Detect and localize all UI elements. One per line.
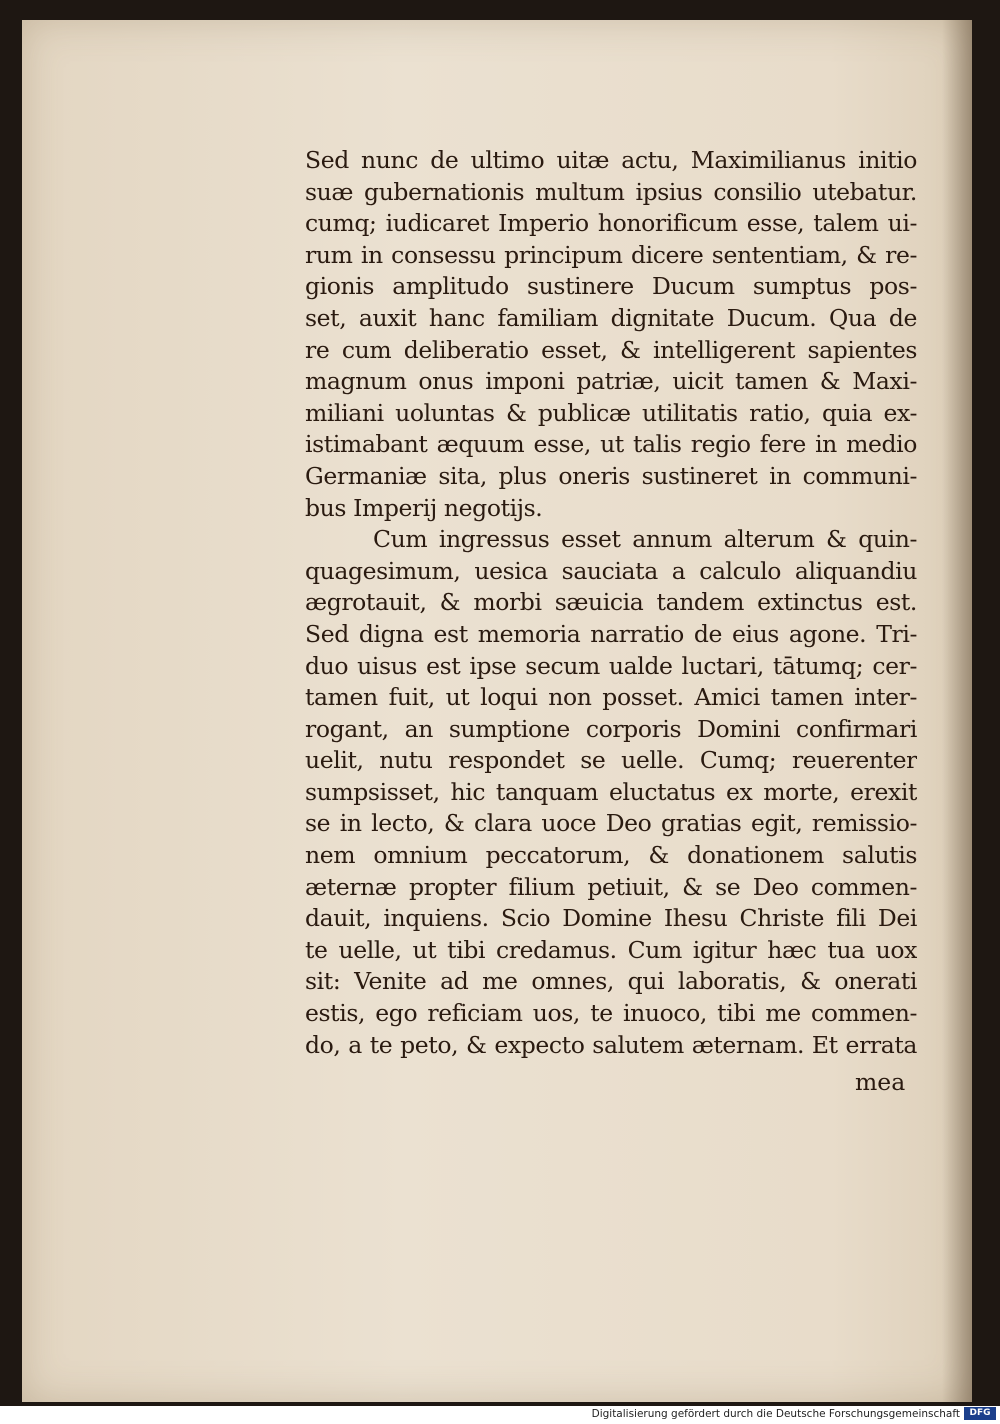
text-line: set, auxit hanc familiam dignitate Ducum. Qua de (305, 303, 917, 332)
text-line: Sed digna est memoria narratio de eius agone. Tri- (305, 619, 917, 648)
text-line: uelit, nutu respondet se uelle. Cumq; reuerenter (305, 746, 917, 775)
text-line: suæ gubernationis multum ipsius consilio utebatur. (305, 177, 917, 206)
text-line: rum in consessu principum dicere sententiam, & re- (305, 240, 917, 269)
text-line: se in lecto, & clara uoce Deo gratias egit, remissio- (305, 809, 917, 838)
text-line: Sed nunc de ultimo uitæ actu, Maximilianus initio (305, 146, 917, 174)
text-line: gionis amplitudo sustinere Ducum sumptus pos- (305, 272, 917, 301)
text-line: sumpsisset, hic tanquam eluctatus ex morte, erexit (305, 777, 917, 806)
page-gutter-shadow (942, 20, 972, 1402)
text-line: nem omnium peccatorum, & donationem salutis (305, 841, 917, 870)
text-line: cumq; iudicaret Imperio honorificum esse, talem ui- (305, 209, 917, 238)
text-line: sit: Venite ad me omnes, qui laboratis, & onerati (305, 967, 917, 996)
text-line: do, a te peto, & expecto salutem æternam. Et errata (305, 1030, 917, 1059)
text-line: quagesimum, uesica sauciata a calculo aliquandiu (305, 556, 917, 585)
text-line: rogant, an sumptione corporis Domini confirmari (305, 714, 917, 743)
body-text (305, 145, 917, 1061)
text-line: istimabant æquum esse, ut talis regio fere in medio (305, 430, 917, 459)
text-line: duo uisus est ipse secum ualde luctari, tātumq; cer- (305, 651, 917, 680)
catchword: mea (855, 1068, 906, 1096)
dfg-logo: DFG (964, 1407, 996, 1420)
text-line: bus Imperij negotijs. (305, 493, 543, 522)
text-line: tamen fuit, ut loqui non posset. Amici tamen inter- (305, 683, 917, 712)
text-line: ægrotauit, & morbi sæuicia tandem extinctus est. (305, 588, 917, 617)
text-line-paragraph-start: Cum ingressus esset annum alterum & quin- (373, 525, 917, 554)
text-line: æternæ propter filium petiuit, & se Deo commen- (305, 872, 917, 901)
text-line: te uelle, ut tibi credamus. Cum igitur hæc tua uox (305, 935, 917, 964)
text-line: re cum deliberatio esset, & intelligerent sapientes (305, 335, 917, 364)
text-line: estis, ego reficiam uos, te inuoco, tibi me commen- (305, 999, 917, 1028)
text-line: magnum onus imponi patriæ, uicit tamen & Maxi- (305, 367, 917, 396)
digitization-credit: Digitalisierung gefördert durch die Deutsche Forschungsgemeinschaft (591, 1408, 960, 1420)
text-line: miliani uoluntas & publicæ utilitatis ratio, quia ex- (305, 398, 917, 427)
text-line: Germaniæ sita, plus oneris sustineret in communi- (305, 461, 917, 490)
text-line: dauit, inquiens. Scio Domine Ihesu Christe fili Dei (305, 904, 917, 933)
